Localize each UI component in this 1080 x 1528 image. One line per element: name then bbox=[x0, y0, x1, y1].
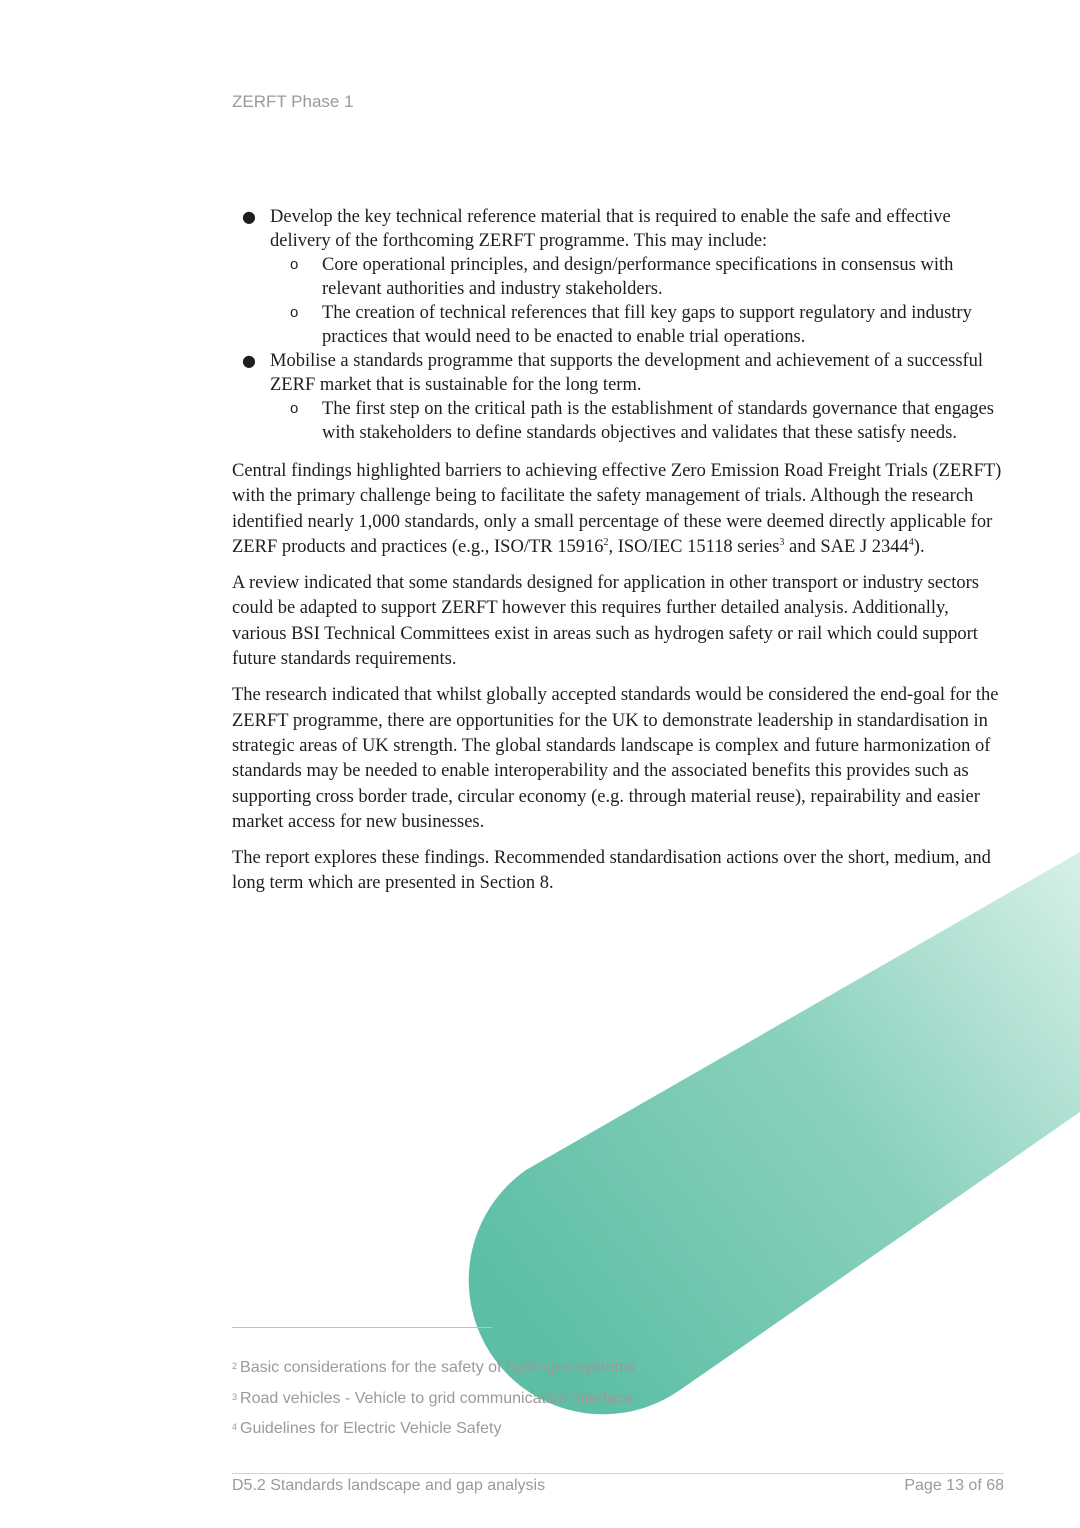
bullet-list bbox=[232, 205, 1004, 445]
running-header: ZERFT Phase 1 bbox=[232, 92, 354, 111]
bullet-icon: ● bbox=[242, 351, 256, 370]
bullet-text: Develop the key technical reference material that is required to enable the safe and effective delivery of the forthcoming ZERFT programme. This may include: bbox=[270, 207, 951, 251]
footnote-item bbox=[232, 1352, 636, 1383]
paragraph-report: The report explores these findings. Recommended standardisation actions over the short, medium, and long term which are presented in Section 8. bbox=[232, 848, 991, 894]
paragraph-review: A review indicated that some standards designed for application in other transport or industry sectors could be adapted to support ZERFT however this requires further detailed analysis. Additionally, various BSI Technical Committees exist in areas such as hydrogen safety or rail which could support future standards requirements. bbox=[232, 573, 980, 670]
sub-bullet-icon: o bbox=[290, 256, 299, 273]
footnote-number: 3 bbox=[232, 1391, 238, 1402]
footnote-ref[interactable]: 2 bbox=[603, 536, 609, 548]
para-text: and SAE J 2344 bbox=[784, 536, 909, 557]
para-text: ). bbox=[913, 536, 925, 557]
footnote-number: 4 bbox=[232, 1422, 238, 1432]
sub-bullet-text: The creation of technical references that fill key gaps to support regulatory and industry practices that would need to be enacted to enable trial operations. bbox=[322, 303, 972, 347]
page-number: Page 13 of 68 bbox=[904, 1477, 1004, 1494]
sub-bullet-item bbox=[270, 253, 1004, 301]
bullet-icon: ● bbox=[242, 207, 256, 226]
footnotes bbox=[232, 1352, 636, 1444]
footnote-ref[interactable]: 3 bbox=[779, 536, 785, 548]
sub-bullet-text: Core operational principles, and design/performance specifications in consensus with relevant authorities and industry stakeholders. bbox=[322, 255, 954, 299]
footer-doc-title: D5.2 Standards landscape and gap analysis bbox=[232, 1477, 546, 1494]
footnote-divider bbox=[232, 1327, 492, 1328]
footnote-text: Basic considerations for the safety of hydrogen systems bbox=[240, 1359, 636, 1376]
sub-bullet-item bbox=[270, 397, 1004, 445]
bullet-item bbox=[232, 205, 1004, 349]
page-body bbox=[232, 205, 1004, 908]
sub-bullet-icon: o bbox=[290, 400, 299, 417]
footnote-ref[interactable]: 4 bbox=[908, 536, 914, 548]
footnote-text: Guidelines for Electric Vehicle Safety bbox=[240, 1420, 502, 1437]
footnote-item bbox=[232, 1413, 636, 1444]
sub-bullet-icon: o bbox=[290, 304, 299, 321]
paragraph-central-findings bbox=[232, 459, 1004, 560]
para-text: Central findings highlighted barriers to achieving effective Zero Emission Road Freight Trials (ZERFT) with the primary challenge being to facilitate the safety management of trials. Although the research identified nearly 1,000 standards, only a small percentage of these were deemed directly applicable for ZERF products and practices (e.g., ISO/TR 15916 bbox=[232, 461, 1002, 557]
bullet-text: Mobilise a standards programme that supports the development and achievement of a successful ZERF market that is sustainable for the long term. bbox=[270, 351, 984, 395]
footer-divider bbox=[232, 1473, 1004, 1474]
bullet-item bbox=[232, 349, 1004, 445]
paragraph-research: The research indicated that whilst globally accepted standards would be considered the end-goal for the ZERFT programme, there are opportunities for the UK to demonstrate leadership in standardisation in strategic areas of UK strength. The global standards landscape is complex and future harmonization of standards may be needed to enable interoperability and the associated benefits this provides such as supporting cross border trade, circular economy (e.g. through material reuse), repairability and easier market access for new businesses. bbox=[232, 685, 999, 832]
sub-list bbox=[270, 253, 1004, 349]
sub-bullet-text: The first step on the critical path is the establishment of standards governance that engages with stakeholders to define standards objectives and validates that these satisfy needs. bbox=[322, 399, 994, 443]
footnote-text: Road vehicles - Vehicle to grid communication interface bbox=[240, 1389, 634, 1407]
sub-list bbox=[270, 397, 1004, 445]
footnote-number: 2 bbox=[232, 1361, 238, 1371]
footnote-item bbox=[232, 1383, 636, 1414]
sub-bullet-item bbox=[270, 301, 1004, 349]
para-text: , ISO/IEC 15118 series bbox=[608, 536, 780, 557]
